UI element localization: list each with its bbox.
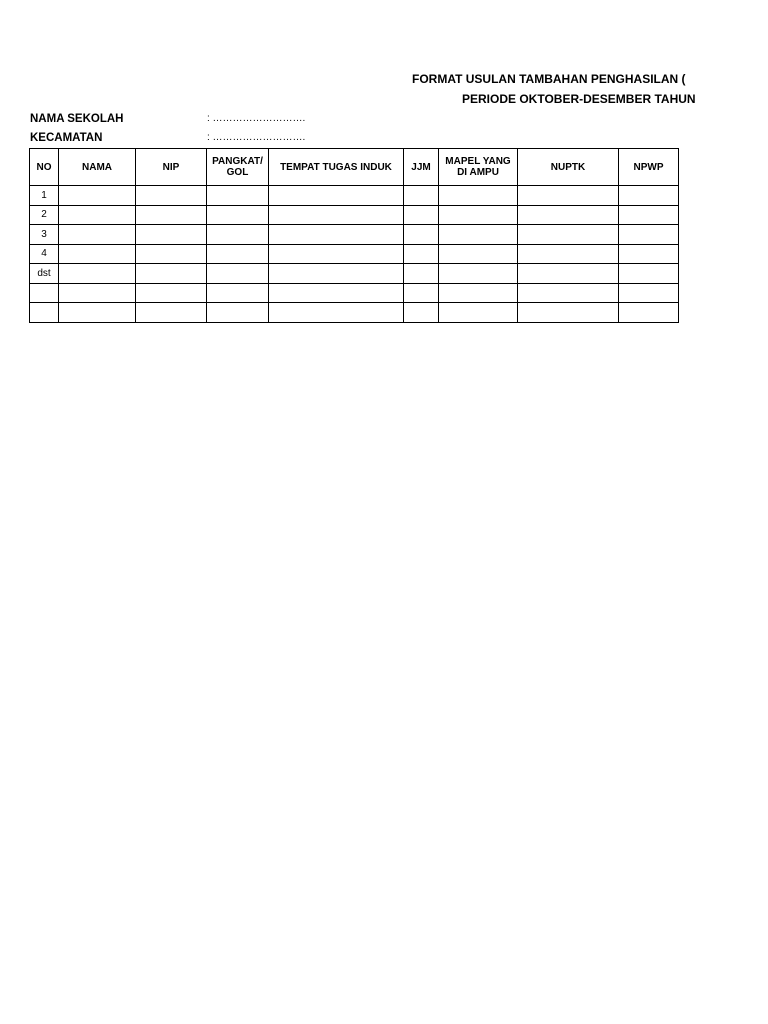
table-cell <box>619 264 679 284</box>
table-cell <box>518 264 619 284</box>
table-cell <box>518 205 619 225</box>
table-cell <box>269 225 404 245</box>
table-row <box>30 186 679 206</box>
table-cell <box>269 303 404 323</box>
table-cell <box>439 225 518 245</box>
header-nip: NIP <box>136 149 207 186</box>
table-row <box>30 225 679 245</box>
district-value: : ………………………. <box>207 132 306 143</box>
table-cell <box>269 205 404 225</box>
header-nuptk: NUPTK <box>518 149 619 186</box>
table-cell <box>136 303 207 323</box>
table-cell <box>439 205 518 225</box>
table-row <box>30 303 679 323</box>
table-cell <box>59 186 136 206</box>
table-cell <box>207 303 269 323</box>
header-jjm: JJM <box>404 149 439 186</box>
table-cell <box>59 283 136 303</box>
table-cell <box>59 303 136 323</box>
table-cell <box>439 283 518 303</box>
table-cell <box>207 283 269 303</box>
district-label: KECAMATAN <box>30 132 103 144</box>
table-cell <box>518 244 619 264</box>
row-number-cell <box>30 303 59 323</box>
table-cell <box>404 244 439 264</box>
school-name-label: NAMA SEKOLAH <box>30 113 124 125</box>
table-cell <box>619 283 679 303</box>
table-cell <box>136 264 207 284</box>
table-cell <box>59 225 136 245</box>
table-cell <box>518 225 619 245</box>
table-cell <box>439 244 518 264</box>
row-number-cell: 4 <box>30 244 59 264</box>
table-row <box>30 205 679 225</box>
table-cell <box>269 283 404 303</box>
table-cell <box>136 205 207 225</box>
row-number-cell: 3 <box>30 225 59 245</box>
table-cell <box>518 186 619 206</box>
table-cell <box>619 225 679 245</box>
table-cell <box>207 205 269 225</box>
row-number-cell: 2 <box>30 205 59 225</box>
row-number-cell: 1 <box>30 186 59 206</box>
table-cell <box>404 283 439 303</box>
table-row <box>30 283 679 303</box>
header-pangkat-gol: PANGKAT/ GOL <box>207 149 269 186</box>
table-cell <box>269 264 404 284</box>
table-cell <box>136 244 207 264</box>
table-cell <box>136 283 207 303</box>
table-cell <box>59 264 136 284</box>
table-cell <box>439 303 518 323</box>
proposal-table <box>29 148 679 323</box>
table-cell <box>136 186 207 206</box>
row-number-cell <box>30 283 59 303</box>
table-cell <box>404 205 439 225</box>
school-name-value: : ………………………. <box>207 113 306 124</box>
table-cell <box>59 205 136 225</box>
table-cell <box>619 186 679 206</box>
table-row <box>30 264 679 284</box>
table-cell <box>404 225 439 245</box>
table-cell <box>518 303 619 323</box>
table-cell <box>619 244 679 264</box>
table-cell <box>404 303 439 323</box>
table-cell <box>59 244 136 264</box>
header-mapel: MAPEL YANG DI AMPU <box>439 149 518 186</box>
header-no: NO <box>30 149 59 186</box>
document-title: FORMAT USULAN TAMBAHAN PENGHASILAN ( <box>412 72 686 86</box>
table-cell <box>404 264 439 284</box>
row-number-cell: dst <box>30 264 59 284</box>
table-row <box>30 244 679 264</box>
table-header-row <box>30 149 679 186</box>
table-cell <box>619 303 679 323</box>
table-cell <box>207 244 269 264</box>
table-cell <box>439 264 518 284</box>
table-cell <box>518 283 619 303</box>
table-cell <box>439 186 518 206</box>
table-cell <box>269 186 404 206</box>
table-cell <box>619 205 679 225</box>
table-cell <box>269 244 404 264</box>
header-tempat-tugas-induk: TEMPAT TUGAS INDUK <box>269 149 404 186</box>
table-cell <box>207 186 269 206</box>
header-npwp: NPWP <box>619 149 679 186</box>
table-cell <box>207 264 269 284</box>
table-cell <box>404 186 439 206</box>
document-subtitle: PERIODE OKTOBER-DESEMBER TAHUN <box>462 92 696 106</box>
header-nama: NAMA <box>59 149 136 186</box>
table-cell <box>207 225 269 245</box>
table-cell <box>136 225 207 245</box>
